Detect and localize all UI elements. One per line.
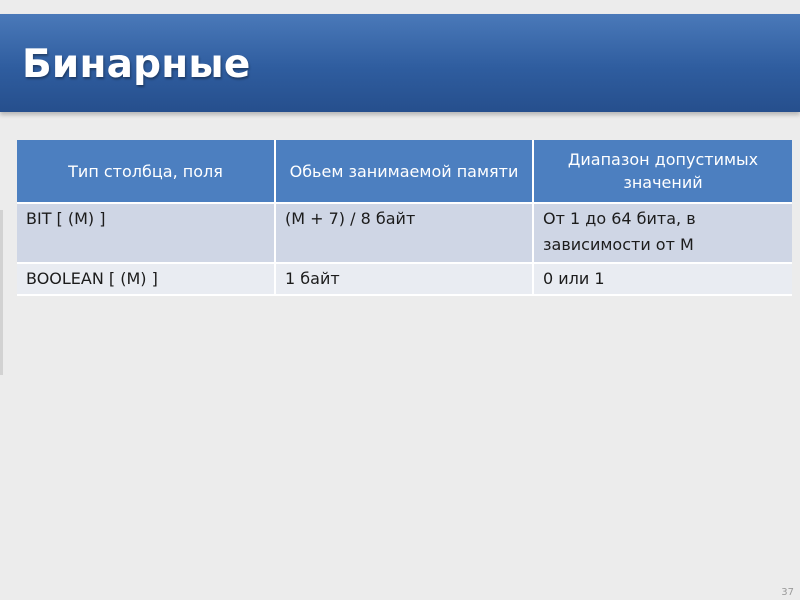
table-row bbox=[17, 203, 792, 263]
header-memory-size: Обьем занимаемой памяти bbox=[275, 140, 533, 203]
table-header-row bbox=[17, 140, 792, 203]
table-cell-type: BIT [ (M) ] bbox=[17, 203, 275, 263]
slide-title: Бинарные bbox=[22, 42, 251, 87]
table-cell-range: От 1 до 64 бита, в зависимости от M bbox=[533, 203, 792, 263]
left-edge-divider bbox=[0, 210, 3, 375]
table-row bbox=[17, 263, 792, 295]
table-cell-type: BOOLEAN [ (M) ] bbox=[17, 263, 275, 295]
data-types-table bbox=[17, 140, 792, 296]
table-cell-memory: (M + 7) / 8 байт bbox=[275, 203, 533, 263]
header-column-type: Тип столбца, поля bbox=[17, 140, 275, 203]
page-number: 37 bbox=[781, 587, 794, 598]
title-bar bbox=[0, 14, 800, 112]
header-value-range: Диапазон допустимых значений bbox=[533, 140, 792, 203]
table-cell-range: 0 или 1 bbox=[533, 263, 792, 295]
table-cell-memory: 1 байт bbox=[275, 263, 533, 295]
